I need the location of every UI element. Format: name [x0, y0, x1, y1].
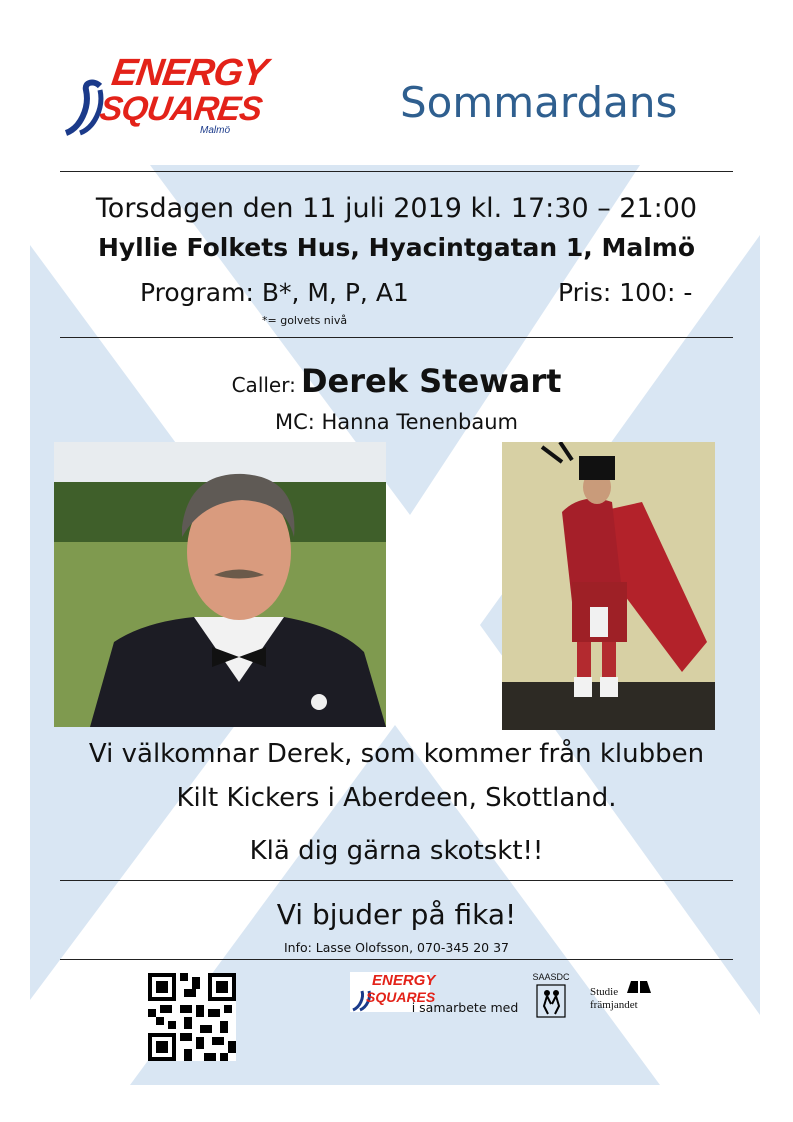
- caller-label: Caller:: [231, 373, 296, 397]
- caller-portrait-photo: [54, 442, 386, 727]
- cooperation-text: i samarbete med: [411, 1000, 519, 1015]
- qr-code[interactable]: [148, 973, 236, 1061]
- logo-energy-text: ENERGY: [109, 52, 270, 94]
- event-program: Program: B*, M, P, A1: [140, 278, 409, 307]
- welcome-text: [60, 732, 733, 820]
- studie-line-2: främjandet: [590, 999, 638, 1011]
- books-icon: [626, 980, 652, 994]
- dress-note: Klä dig gärna skotskt!!: [249, 836, 544, 866]
- studie-line-1: Studie: [590, 986, 619, 998]
- logo-small-squares: SQUARES: [366, 989, 436, 1005]
- event-venue: Hyllie Folkets Hus, Hyacintgatan 1, Malmö: [97, 233, 696, 262]
- divider-top: [60, 171, 733, 172]
- event-date-time: Torsdagen den 11 juli 2019 kl. 17:30 – 21:00: [95, 193, 698, 224]
- saasdc-logo: [528, 972, 574, 1020]
- program-note: *= golvets nivå: [262, 314, 348, 327]
- divider-middle: [60, 337, 733, 338]
- caller-line: [60, 362, 733, 400]
- welcome-line-2: Kilt Kickers i Aberdeen, Skottland.: [176, 783, 617, 813]
- mc-line: MC: Hanna Tenenbaum: [274, 410, 519, 434]
- divider-bottom: [60, 959, 733, 960]
- fika-note: Vi bjuder på fika!: [276, 898, 517, 931]
- page-title: Sommardans: [400, 78, 678, 127]
- logo-squares-text: SQUARES: [97, 90, 264, 128]
- divider-lower: [60, 880, 733, 881]
- studiefrämjandet-logo: [588, 980, 654, 1020]
- event-price: Pris: 100: -: [558, 278, 693, 307]
- energy-squares-logo: [60, 50, 270, 145]
- caller-name: Derek Stewart: [300, 362, 562, 400]
- contact-info: Info: Lasse Olofsson, 070-345 20 37: [283, 940, 510, 955]
- bagpiper-photo: [502, 442, 715, 730]
- logo-small-energy: ENERGY: [372, 972, 436, 989]
- dancers-icon: [536, 984, 566, 1018]
- welcome-line-1: Vi välkomnar Derek, som kommer från klubben: [88, 739, 705, 769]
- logo-city-text: Malmö: [200, 125, 231, 136]
- saasdc-text: SAASDC: [532, 972, 570, 982]
